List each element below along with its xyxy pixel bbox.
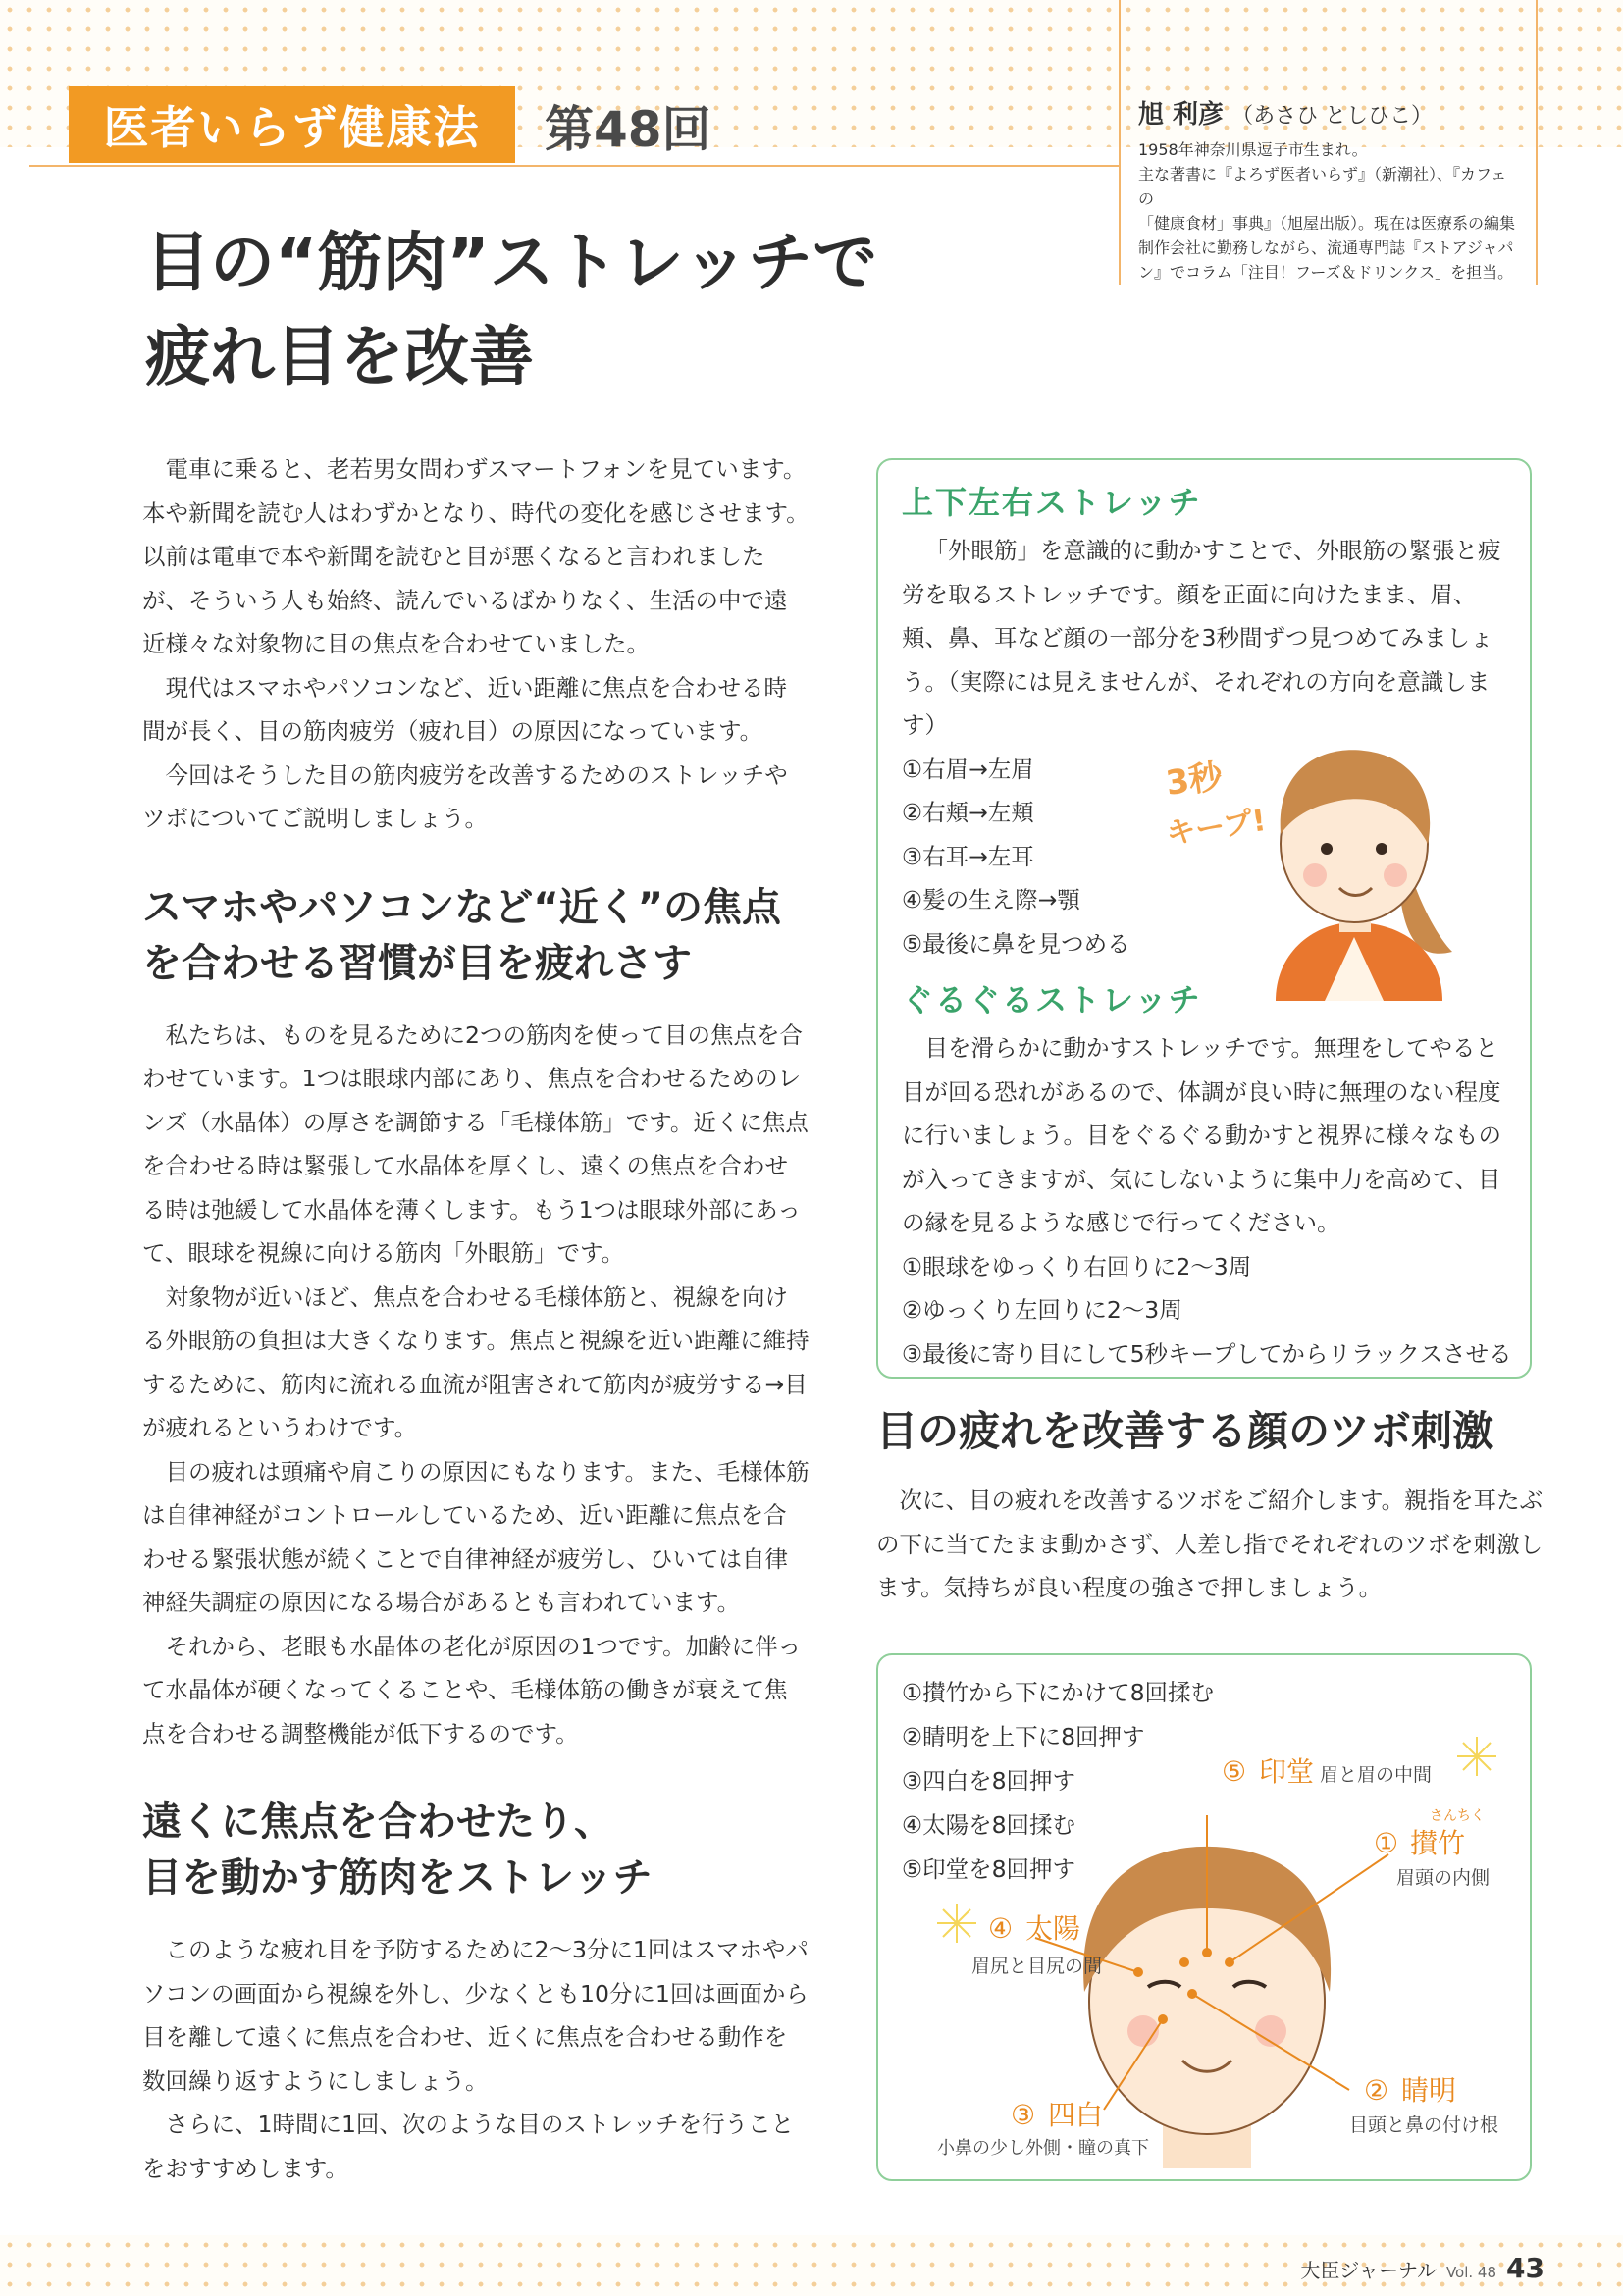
page-number: 43 [1506, 2252, 1544, 2284]
point-label-desc: 眉と眉の中間 [1320, 1764, 1433, 1786]
stretch2-heading: ぐるぐるストレッチ [902, 981, 1202, 1018]
point-label-num: ④ [988, 1912, 1014, 1945]
point-label-num: ⑤ [1222, 1755, 1247, 1788]
section1-paragraph: 私たちは、ものを見るために2つの筋肉を使って目の焦点を合わせています。1つは眼球内部にあり、焦点を合わせるためのレンズ（水晶体）の厚さを調節する「毛様体筋」です。近くに焦点を合わせる時は緊張して水晶体を厚くし、遠くの焦点を合わせる時は弛緩して水晶体を薄くします。もう1つは眼球外部にあって、眼球を視線に向ける筋肉「外眼筋」です。 [142, 1020, 809, 1267]
intro-paragraph: 現代はスマホやパソコンなど、近い距離に焦点を合わせる時間が長く、目の筋肉疲労（疲れ目）の原因になっています。 [142, 673, 788, 745]
list-item: ⑤最後に鼻を見つめる [902, 929, 1130, 958]
author-bio-line: 「健康食材」事典』（旭屋出版）。現在は医療系の編集 [1138, 214, 1516, 233]
header-divider-vertical [1119, 0, 1121, 285]
header-divider-right [1536, 0, 1538, 285]
point-label-desc: 眉尻と目尻の間 [971, 1956, 1103, 1977]
intro-paragraph: 今回はそうした目の筋肉疲労を改善するためのストレッチやツボについてご説明しましょう。 [142, 760, 788, 832]
list-item: ③右耳→左耳 [902, 842, 1034, 870]
point-label-name: 印堂 [1259, 1755, 1315, 1788]
section1-heading-line1: スマホやパソコンなど“近く”の焦点 [142, 884, 781, 930]
point-label-desc: 眉頭の内側 [1396, 1867, 1491, 1889]
right-column [876, 1403, 1544, 1610]
point-label-name: 四白 [1048, 2099, 1104, 2131]
stretch1-description: 「外眼筋」を意識的に動かすことで、外眼筋の緊張と疲労を取るストレッチです。顔を正面に向けたまま、眉、頬、鼻、耳など顔の一部分を3秒間ずつ見つめてみましょう。（実際には見えませんが、それぞれの方向を意識します） [902, 537, 1501, 739]
section3-paragraph: 次に、目の疲れを改善するツボをご紹介します。親指を耳たぶの下に当てたまま動かさず、人差し指でそれぞれのツボを刺激します。気持ちが良い程度の強さで押しましょう。 [876, 1487, 1544, 1601]
magazine-volume: Vol. 48 [1445, 2264, 1497, 2281]
author-name-text: 旭 利彦 [1138, 100, 1225, 130]
series-title-badge: 医者いらず健康法 [69, 86, 515, 163]
point-label-num: ① [1374, 1827, 1399, 1859]
stretch2-description: 目を滑らかに動かすストレッチです。無理をしてやると目が回る恐れがあるので、体調が良い時に無理のない程度に行いましょう。目をぐるぐる動かすと視界に様々なものが入ってきますが、気にしないように集中力を高めて、目の縁を見るような感じで行ってください。 [902, 1034, 1501, 1236]
section1-paragraph: それから、老眼も水晶体の老化が原因の1つです。加齢に伴って水晶体が硬くなってくることや、毛様体筋の働きが衰えて焦点を合わせる調整機能が低下するのです。 [142, 1632, 802, 1748]
keep-label-1: 3秒 [1163, 757, 1226, 804]
author-bio-line: ン』でコラム「注目！フーズ＆ドリンクス」を担当。 [1138, 263, 1514, 282]
cheek-left [1303, 863, 1327, 887]
point-label-name: 攅竹 [1410, 1827, 1466, 1859]
section1-paragraph: 目の疲れは頭痛や肩こりの原因にもなります。また、毛様体筋は自律神経がコントロールしているため、近い距離に焦点を合わせる緊張状態が続くことで自律神経が疲労し、ひいては自律神経失調症の原因になる場合があるとも言われています。 [142, 1457, 810, 1616]
intro-paragraph: 電車に乗ると、老若男女問わずスマートフォンを見ています。本や新聞を読む人はわずかとなり、時代の変化を感じさせます。以前は電車で本や新聞を読むと目が悪くなると言われましたが、そういう人も始終、読んでいるばかりなく、生活の中で遠近様々な対象物に目の焦点を合わせていました。 [142, 455, 810, 657]
author-name [1138, 94, 1433, 130]
point-marker [1179, 1957, 1189, 1967]
list-item: ①眼球をゆっくり右回りに2〜3周 [902, 1252, 1252, 1280]
list-item: ⑤印堂を8回押す [902, 1855, 1076, 1883]
stretch2-steps [902, 1245, 1512, 1377]
article-title-line2: 疲れ目を改善 [145, 319, 534, 394]
article-title [145, 216, 891, 404]
issue-number: 第48回 [545, 101, 711, 158]
eye-right [1376, 843, 1387, 855]
left-column [142, 447, 810, 2190]
point-label-desc: 目頭と鼻の付け根 [1349, 2114, 1499, 2136]
section2-heading-line2: 目を動かす筋肉をストレッチ [142, 1855, 653, 1901]
list-item: ④髪の生え際→顎 [902, 886, 1080, 913]
sparkle-icon [1457, 1737, 1496, 1776]
section2-heading-line1: 遠くに焦点を合わせたり、 [142, 1800, 613, 1845]
list-item: ③最後に寄り目にして5秒キープしてからリラックスさせる [902, 1339, 1512, 1368]
section1-heading-line2: を合わせる習慣が目を疲れさす [142, 940, 692, 986]
section2-heading [142, 1795, 810, 1906]
author-bio-line: 制作会社に勤務しながら、流通専門誌『ストアジャパ [1138, 238, 1514, 257]
section2-paragraph: さらに、1時間に1回、次のような目のストレッチを行うことをおすすめします。 [142, 2111, 795, 2182]
eye-left [1321, 843, 1333, 855]
point-label-furigana: さんちく [1430, 1808, 1485, 1824]
list-item: ②睛明を上下に8回押す [902, 1723, 1145, 1750]
sparkle-icon [937, 1904, 976, 1943]
article-title-line1: 目の“筋肉”ストレッチで [145, 225, 878, 300]
section1-paragraph: 対象物が近いほど、焦点を合わせる毛様体筋と、視線を向ける外眼筋の負担は大きくなります。焦点と視線を近い距離に維持するために、筋肉に流れる血流が阻害されて筋肉が疲労する→目が疲れるというわけです。 [142, 1282, 810, 1441]
point-label-name: 睛明 [1401, 2074, 1457, 2107]
section2-paragraph: このような疲れ目を予防するために2〜3分に1回はスマホやパソコンの画面から視線を外し、少なくとも10分に1回は画面から目を離して遠くに焦点を合わせ、近くに焦点を合わせる動作を数回繰り返すようにしましょう。 [142, 1936, 809, 2095]
list-item: ②右頬→左頬 [902, 799, 1034, 826]
woman-illustration [1158, 706, 1511, 1001]
author-bio-line: 1958年神奈川県逗子市生まれ。 [1138, 140, 1368, 159]
keep-label-2: キープ! [1164, 804, 1269, 852]
point-label-desc: 小鼻の少し外側・瞳の真下 [937, 2138, 1149, 2159]
point-label-num: ③ [1011, 2099, 1036, 2131]
author-bio-line: 主な著書に『よろず医者いらず』（新潮社）、『カフェの [1138, 165, 1507, 208]
header-underline [29, 165, 1119, 167]
point-label-name: 太陽 [1025, 1912, 1081, 1945]
page-footer [1300, 2252, 1544, 2284]
section3-heading: 目の疲れを改善する顔のツボ刺激 [876, 1407, 1494, 1455]
stretch1-heading: 上下左右ストレッチ [902, 484, 1202, 521]
magazine-name: 大臣ジャーナル [1300, 2259, 1437, 2282]
list-item: ②ゆっくり左回りに2〜3周 [902, 1296, 1182, 1324]
list-item: ④太陽を8回揉む [902, 1811, 1076, 1839]
author-bio [1138, 137, 1521, 285]
cheek-right [1384, 863, 1407, 887]
face-acupoint-illustration [927, 1737, 1516, 2168]
point-label-num: ② [1364, 2074, 1389, 2107]
list-item: ①攅竹から下にかけて8回揉む [902, 1679, 1215, 1706]
list-item: ③四白を8回押す [902, 1767, 1076, 1795]
author-reading: （あさひ としひこ） [1231, 104, 1434, 129]
section1-heading [142, 880, 810, 992]
list-item: ①右眉→左眉 [902, 755, 1034, 783]
